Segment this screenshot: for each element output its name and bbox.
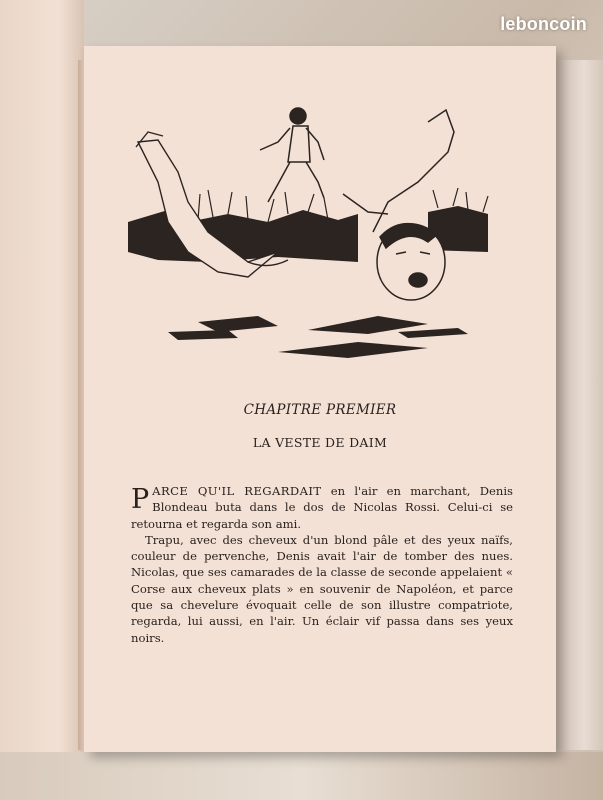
left-page-edge (0, 0, 84, 760)
chapter-title: LA VESTE DE DAIM (252, 435, 388, 450)
leboncoin-watermark: leboncoin (500, 14, 587, 34)
paragraph-1-smallcaps: ARCE QU'IL REGARDAIT (152, 484, 322, 498)
grass-bank (128, 210, 358, 262)
chapter-illustration (128, 102, 498, 367)
paragraph-1-text: en l'air en marchant, Denis Blondeau buta dans le dos de Nicolas Rossi. Celui-ci se retourna et regarda son ami. (131, 484, 513, 531)
drop-cap: P (131, 484, 150, 515)
paragraph-2: Trapu, avec des cheveux d'un blond pâle et des yeux naïfs, couleur de pervenche, Denis avait l'air de tomber des nues. Nicolas, que ses camarades de la classe de seconde appelaient « Corse aux cheveux plats » en souvenir de Napoléon, et parce que sa chevelure évoquait celle de son illustre compatriote, regarda, lui aussi, en l'air. Un éclair vif passa dans ses yeux noirs. (131, 532, 513, 645)
running-figure (260, 108, 324, 202)
chapter-body (131, 483, 513, 646)
book-page (84, 46, 556, 752)
chapter-label: CHAPITRE PREMIER (243, 402, 397, 418)
paragraph-1 (131, 483, 513, 532)
water-strokes (168, 316, 468, 358)
background-right (556, 60, 603, 750)
background-bottom (0, 752, 603, 800)
